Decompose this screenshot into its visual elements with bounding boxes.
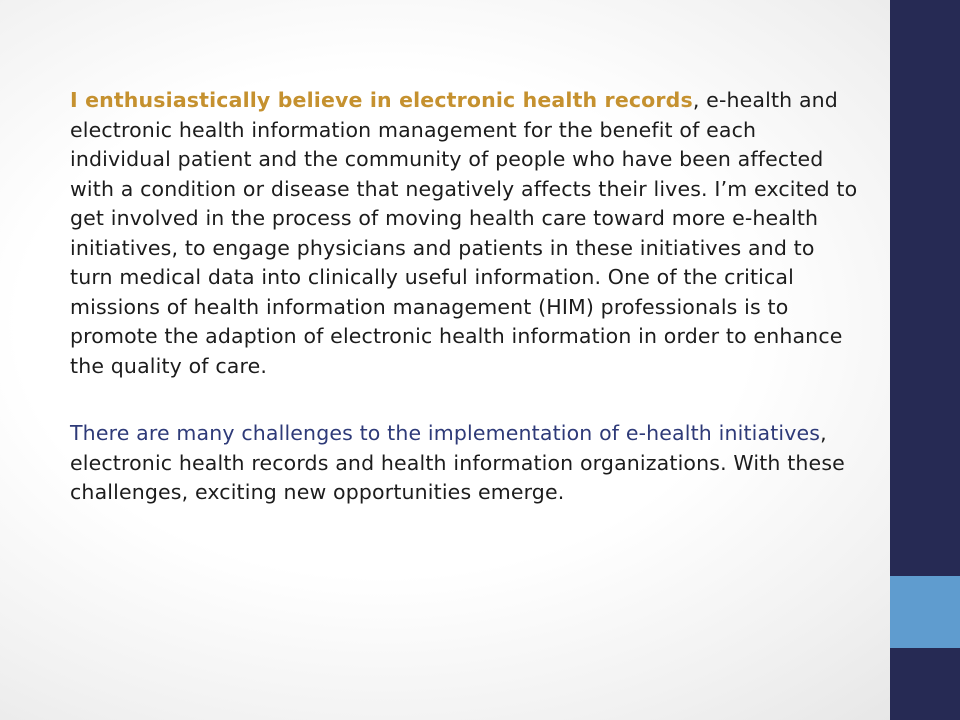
sidebar-accent-block [890, 576, 960, 648]
paragraph-ehr-belief [70, 86, 860, 381]
paragraph-1-lead: I enthusiastically believe in electronic health records [70, 88, 693, 112]
paragraph-1-body: , e-health and electronic health information management for the benefit of each individual patient and the community of people who have been affected with a condition or disease that negatively affects their lives. I’m excited to get involved in the process of moving health care toward more e-health initiatives, to engage physicians and patients in these initiatives and to turn medical data into clinically useful information. One of the critical missions of health information management (HIM) professionals is to promote the adaption of electronic health information in order to enhance the quality of care. [70, 88, 858, 378]
paragraph-2-body: , electronic health records and health information organizations. With these challenges, exciting new opportunities emerge. [70, 421, 845, 504]
paragraph-2-lead: There are many challenges to the implementation of e-health initiatives [70, 421, 821, 445]
paragraph-challenges [70, 419, 860, 508]
slide-body [70, 86, 860, 508]
